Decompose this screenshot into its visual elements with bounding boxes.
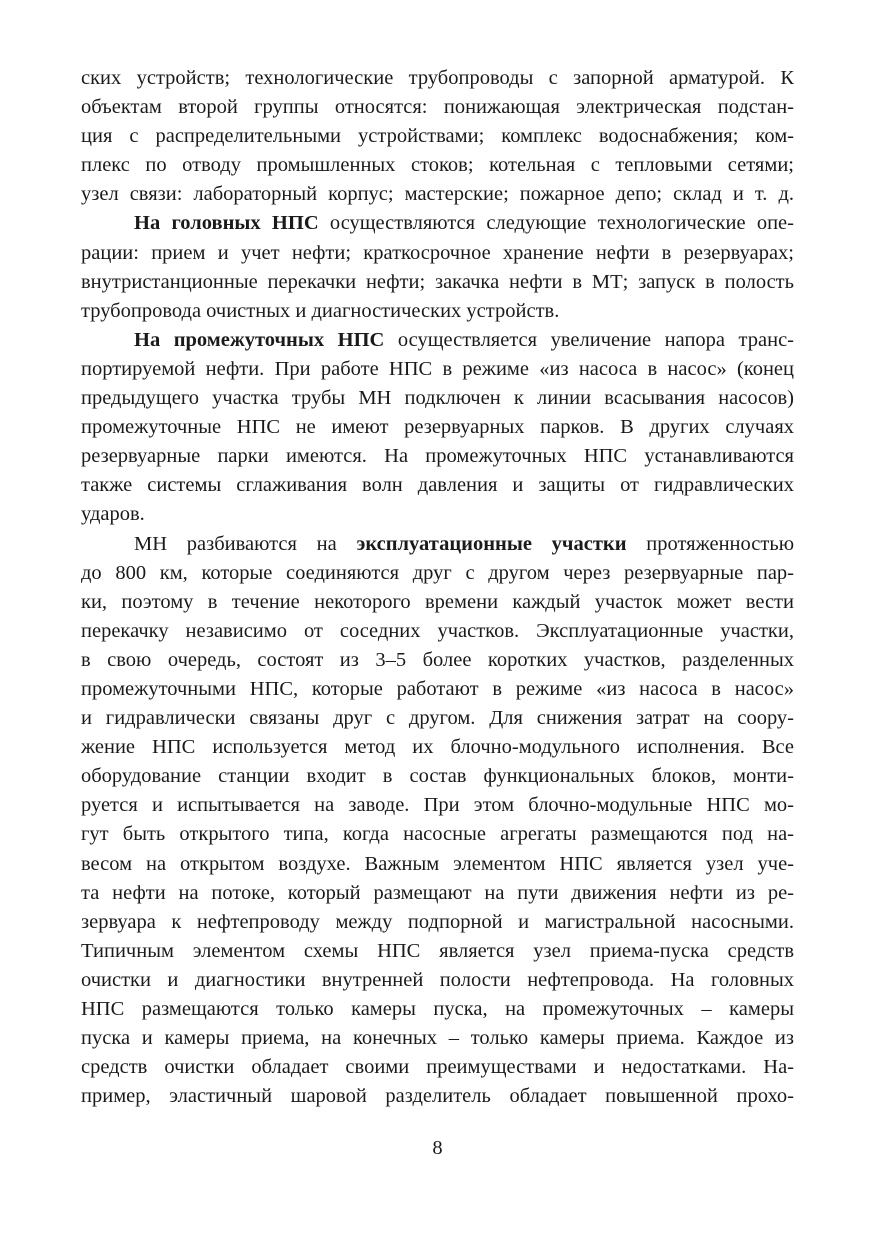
paragraph bbox=[81, 209, 794, 325]
text-line: плекс по отводу промышленных стоков; котельная с тепловыми сетями; bbox=[81, 154, 794, 177]
text-line: Типичным элементом схемы НПС является узел приема-пуска средств bbox=[81, 939, 794, 962]
text-line: внутристанционные перекачки нефти; закачка нефти в МТ; запуск в полость bbox=[81, 270, 794, 293]
text-line: жение НПС используется метод их блочно-модульного исполнения. Все bbox=[81, 736, 794, 759]
text-line: также системы сглаживания волн давления и защиты от гидравлических bbox=[81, 474, 794, 497]
text-line: рации: прием и учет нефти; краткосрочное хранение нефти в резервуарах; bbox=[81, 241, 794, 264]
text-line: НПС размещаются только камеры пуска, на промежуточных – камеры bbox=[81, 998, 794, 1020]
text-line: ударов. bbox=[81, 503, 145, 526]
text-line: руется и испытывается на заводе. При этом блочно-модульные НПС мо- bbox=[81, 794, 794, 817]
text-line: ки, поэтому в течение некоторого времени каждый участок может вести bbox=[81, 590, 794, 613]
bold-term: эксплуатационные участки bbox=[356, 532, 627, 555]
text-line: резервуарные парки имеются. На промежуточных НПС устанавливаются bbox=[81, 445, 794, 468]
text-line: промежуточными НПС, которые работают в режиме «из насоса в насос» bbox=[81, 677, 794, 700]
bold-term: На головных НПС bbox=[134, 212, 319, 235]
text-line: та нефти на потоке, который размещают на пути движения нефти из ре- bbox=[81, 881, 794, 904]
text-line: узел связи: лабораторный корпус; мастерские; пожарное депо; склад и т. д. bbox=[81, 183, 794, 206]
text-line: весом на открытом воздухе. Важным элементом НПС является узел уче- bbox=[81, 852, 794, 875]
text-line: ских устройств; технологические трубопроводы с запорной арматурой. К bbox=[81, 67, 794, 89]
text-line: промежуточные НПС не имеют резервуарных парков. В других случаях bbox=[81, 416, 794, 439]
text-line: до 800 км, которые соединяются друг с другом через резервуарные пар- bbox=[81, 561, 794, 584]
text-line: объектам второй группы относятся: понижающая электрическая подстан- bbox=[81, 96, 794, 119]
text-line: пуска и камеры приема, на конечных – только камеры приема. Каждое из bbox=[81, 1027, 794, 1050]
text-line: трубопровода очистных и диагностических устройств. bbox=[81, 299, 560, 322]
paragraph bbox=[81, 64, 794, 209]
bold-term: На промежуточных НПС bbox=[134, 328, 385, 351]
text-line: и гидравлически связаны друг с другом. Для снижения затрат на соору- bbox=[81, 707, 794, 730]
paragraph bbox=[81, 530, 794, 1112]
page-number: 8 bbox=[432, 1137, 443, 1159]
text-line: средств очистки обладает своими преимуществами и недостатками. На- bbox=[81, 1056, 794, 1079]
paragraph bbox=[81, 326, 794, 530]
text-line: в свою очередь, состоят из 3–5 более коротких участков, разделенных bbox=[81, 648, 794, 671]
text-line: перекачку независимо от соседних участков. Эксплуатационные участки, bbox=[81, 619, 794, 642]
text-line: очистки и диагностики внутренней полости нефтепровода. На головных bbox=[81, 968, 794, 991]
text-line: зервуара к нефтепроводу между подпорной и магистральной насосными. bbox=[81, 910, 794, 933]
text-line: гут быть открытого типа, когда насосные агрегаты размещаются под на- bbox=[81, 823, 794, 846]
text-line: На головных НПС осуществляются следующие технологические опе- bbox=[134, 212, 794, 235]
text-line: ция с распределительными устройствами; комплекс водоснабжения; ком- bbox=[81, 125, 794, 148]
body-text bbox=[81, 64, 794, 1111]
text-line: МН разбиваются на эксплуатационные участки протяженностью bbox=[134, 532, 794, 555]
text-line: пример, эластичный шаровой разделитель обладает повышенной прохо- bbox=[81, 1085, 794, 1108]
text-line: предыдущего участка трубы МН подключен к линии всасывания насосов) bbox=[81, 387, 794, 410]
text-line: На промежуточных НПС осуществляется увеличение напора транс- bbox=[134, 328, 794, 351]
text-line: оборудование станции входит в состав функциональных блоков, монти- bbox=[81, 765, 794, 788]
text-line: портируемой нефти. При работе НПС в режиме «из насоса в насос» (конец bbox=[81, 357, 794, 380]
